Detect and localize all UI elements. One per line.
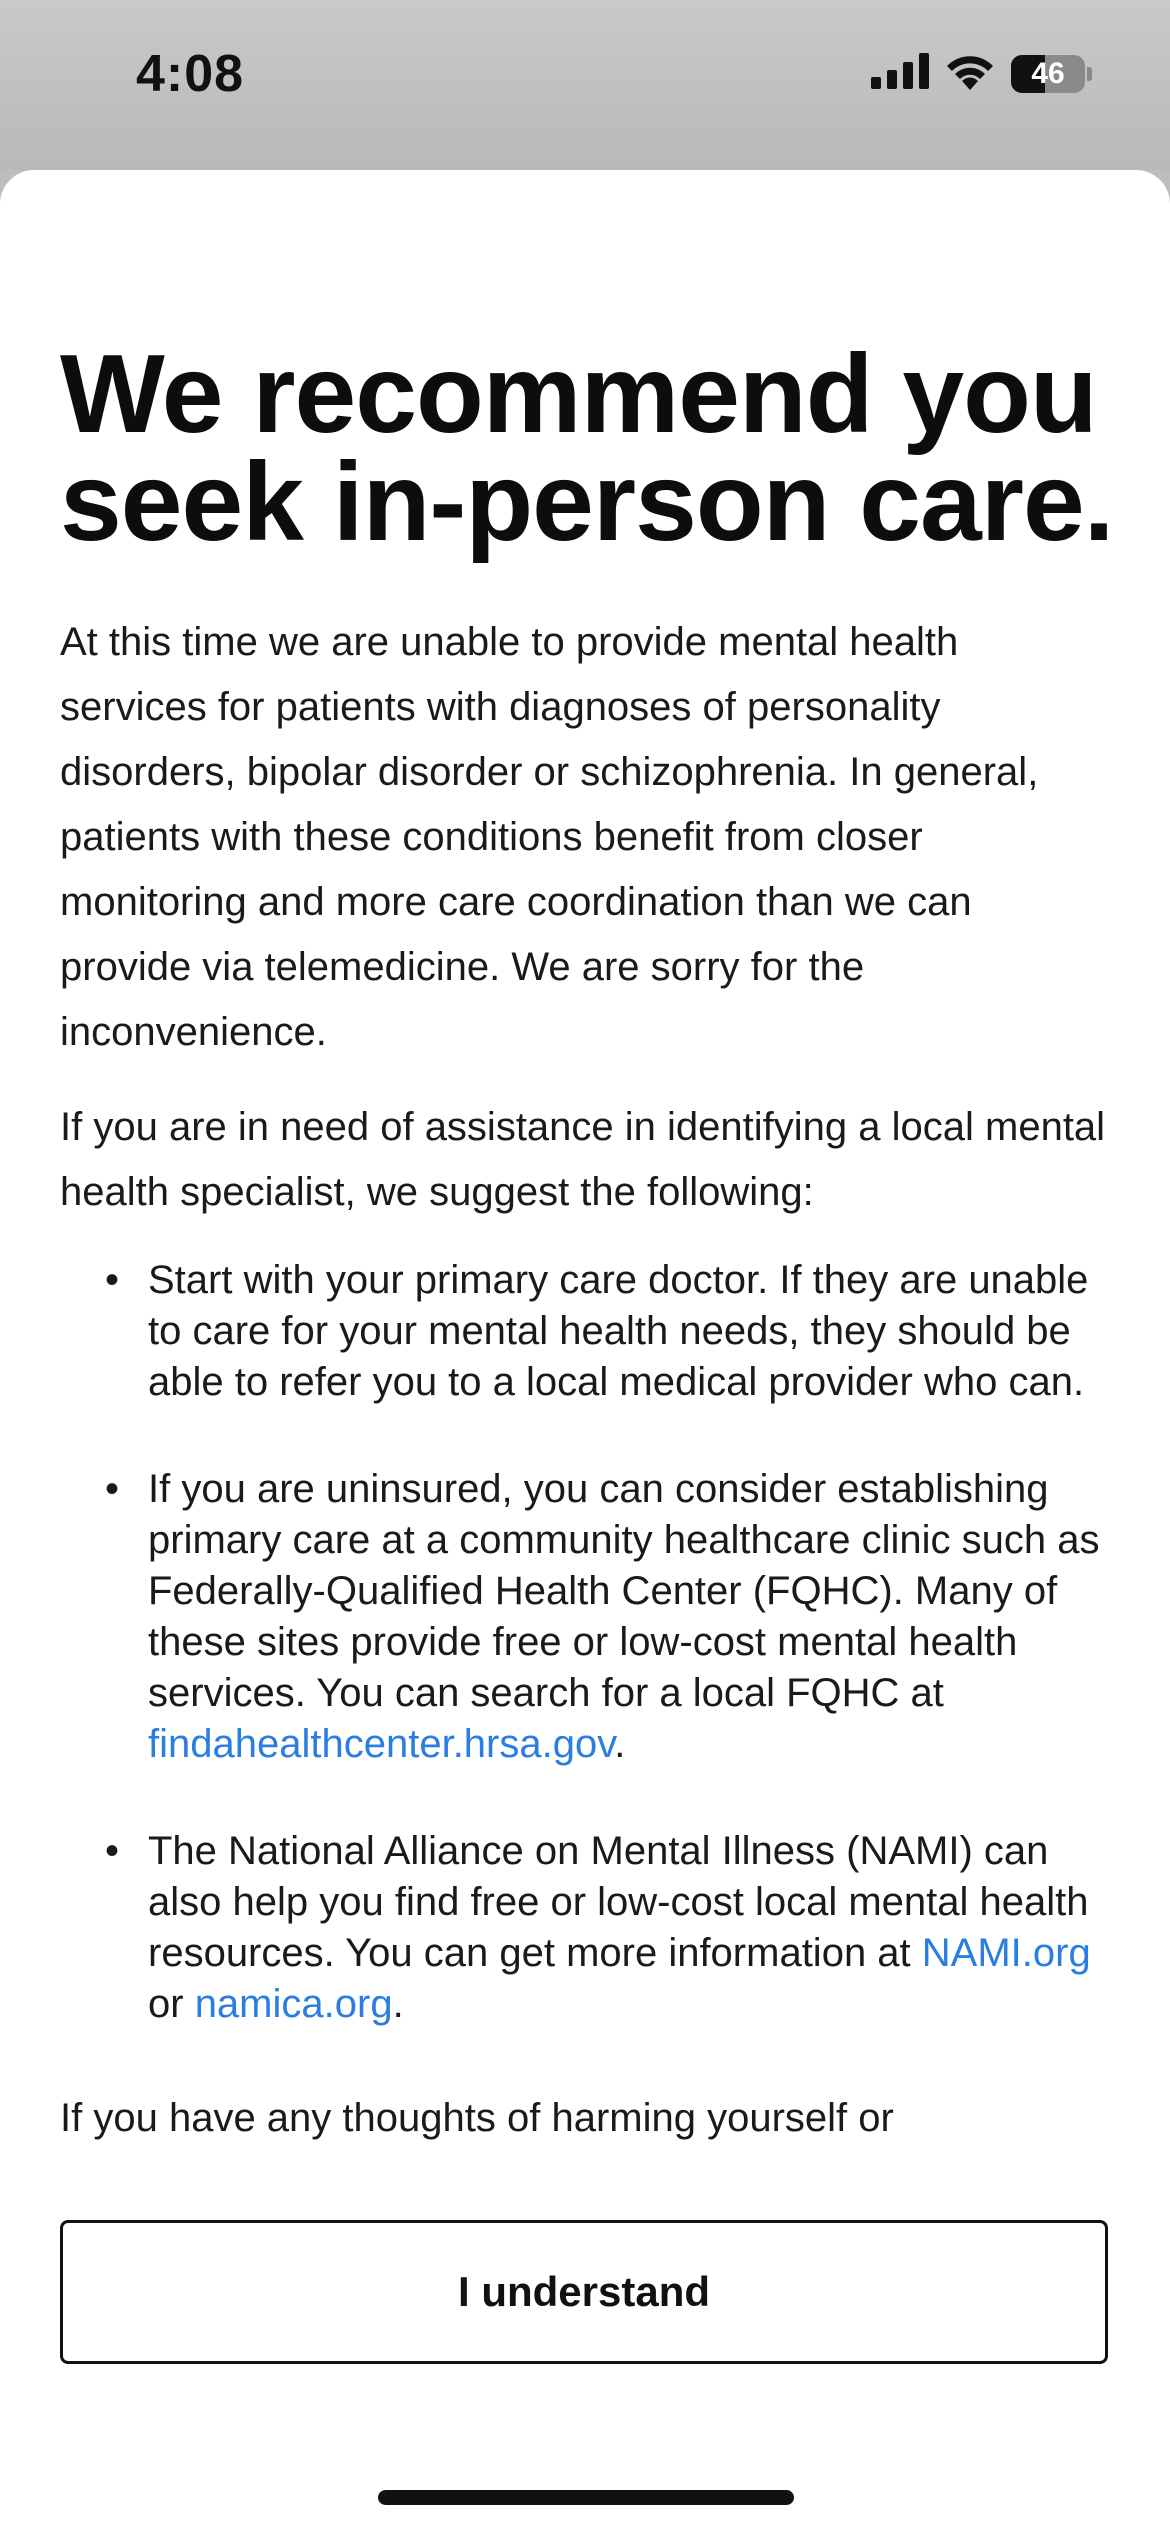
battery-level: 46: [1031, 56, 1065, 90]
crisis-paragraph: If you have any thoughts of harming yourself or: [60, 2096, 894, 2140]
suggestion-list: [60, 1255, 1110, 2030]
list-item-text: The National Alliance on Mental Illness (NAMI) can also help you find free or low-cost local mental health resources. You can get more information at: [148, 1829, 1089, 1975]
assistance-paragraph: If you are in need of assistance in identifying a local mental health specialist, we suggest the following:: [60, 1105, 1106, 1214]
battery-cap: [1087, 67, 1092, 81]
bullet-marker: •: [105, 1467, 120, 1511]
hrsa-link[interactable]: findahealthcenter.hrsa.gov: [148, 1722, 615, 1766]
list-item-connector: or: [148, 1982, 195, 2026]
list-item-suffix: .: [392, 1982, 404, 2026]
status-time: 4:08: [136, 45, 245, 103]
list-item-text: If you are uninsured, you can consider establishing primary care at a community healthcare clinic such as Federally-Qualified Health Center (FQHC). Many of these sites provide free or low-cost mental health services. You can search for a local FQHC at: [148, 1467, 1100, 1715]
intro-paragraph: At this time we are unable to provide mental health services for patients with diagnoses of personality disorders, bipolar disorder or schizophrenia. In general, patients with these conditions benefit from closer monitoring and more care coordination than we can provide via telemedicine. We are sorry for the inconvenience.: [60, 620, 1039, 1054]
wifi-icon: [945, 52, 995, 95]
list-item-text: Start with your primary care doctor. If they are unable to care for your mental health needs, they should be able to refer you to a local medical provider who can.: [148, 1258, 1089, 1404]
list-item: [60, 1255, 1110, 1408]
modal-content[interactable]: [60, 610, 1110, 2180]
home-indicator[interactable]: [378, 2490, 794, 2505]
bullet-marker: •: [105, 1829, 120, 1873]
namica-link[interactable]: namica.org: [194, 1982, 393, 2026]
modal-sheet: [0, 170, 1170, 2532]
bullet-marker: •: [105, 1258, 120, 1302]
page-title: We recommend you seek in-person care.: [60, 332, 1114, 564]
cellular-signal-icon: [871, 53, 929, 94]
nami-link[interactable]: NAMI.org: [921, 1931, 1091, 1975]
battery-icon: [1011, 55, 1085, 93]
status-icons: [871, 52, 1092, 95]
list-item: [60, 1826, 1110, 2030]
status-bar: [0, 0, 1170, 170]
list-item: [60, 1464, 1110, 1770]
i-understand-button[interactable]: I understand: [60, 2220, 1108, 2364]
list-item-suffix: .: [614, 1722, 626, 1766]
